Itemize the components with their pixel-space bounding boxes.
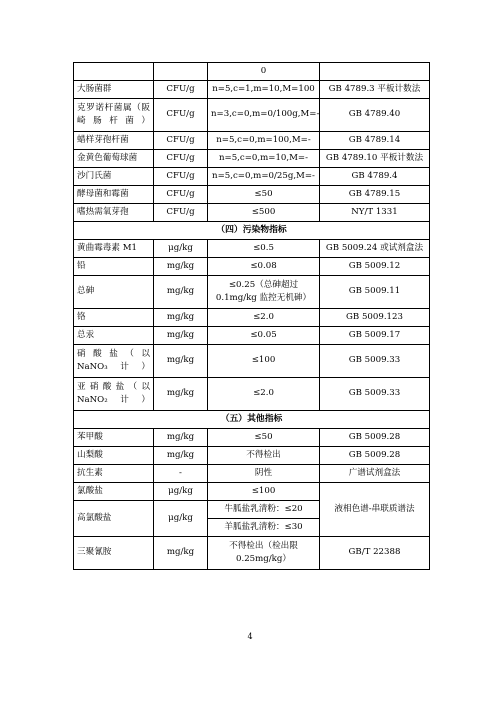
method-cell: GB 5009.11 (320, 276, 430, 309)
table-row (74, 309, 430, 327)
table-row (74, 345, 430, 378)
unit-cell: mg/kg (154, 327, 208, 345)
method-cell: GB 4789.15 (320, 186, 430, 204)
item-cell: 大肠菌群 (74, 81, 154, 99)
table-row (74, 483, 430, 501)
table-row (74, 258, 430, 276)
item-cell: 总汞 (74, 327, 154, 345)
item-cell: 亚硝酸盐（以 NaNO₂计） (74, 378, 154, 411)
unit-cell: CFU/g (154, 204, 208, 222)
specification-table-tail (74, 483, 430, 570)
method-cell: NY/T 1331 (320, 204, 430, 222)
unit-cell: mg/kg (154, 309, 208, 327)
section-title: （四）污染物指标 (74, 222, 430, 240)
method-cell: GB 4789.3 平板计数法 (320, 81, 430, 99)
table-row (74, 99, 430, 132)
specification-table (73, 62, 430, 570)
method-cell: GB 4789.10 平板计数法 (320, 150, 430, 168)
method-cell: GB 4789.14 (320, 132, 430, 150)
limit-cell: 0 (208, 63, 320, 81)
item-cell: 苯甲酸 (74, 429, 154, 447)
item-cell: 沙门氏菌 (74, 168, 154, 186)
limit-cell: ≤50 (208, 186, 320, 204)
item-cell: 蜡样芽孢杆菌 (74, 132, 154, 150)
table-row (74, 168, 430, 186)
item-cell: 三聚氰胺 (74, 537, 154, 570)
table-row (74, 465, 430, 483)
unit-cell: CFU/g (154, 99, 208, 132)
limit-cell: 牛胍盐乳清粉：≤20 (208, 501, 320, 519)
unit-cell: CFU/g (154, 186, 208, 204)
item-cell: 黄曲霉毒素 M1 (74, 240, 154, 258)
limit-cell: ≤100 (208, 483, 320, 501)
table-row (74, 240, 430, 258)
limit-cell: 不得检出 (208, 447, 320, 465)
method-cell: GB/T 22388 (320, 537, 430, 570)
section-header-row (74, 411, 430, 429)
table-row (74, 150, 430, 168)
specification-table-body (74, 63, 430, 483)
method-cell: GB 4789.40 (320, 99, 430, 132)
limit-cell: ≤2.0 (208, 378, 320, 411)
page-number: 4 (247, 632, 253, 641)
table-row (74, 327, 430, 345)
unit-cell: mg/kg (154, 447, 208, 465)
method-cell: GB 5009.33 (320, 345, 430, 378)
limit-cell: ≤0.05 (208, 327, 320, 345)
limit-cell: ≤0.08 (208, 258, 320, 276)
method-cell: 液相色谱-串联质谱法 (320, 483, 430, 537)
table-row (74, 378, 430, 411)
method-cell: GB 5009.12 (320, 258, 430, 276)
method-cell: GB 5009.17 (320, 327, 430, 345)
method-cell: GB 5009.123 (320, 309, 430, 327)
table-row (74, 132, 430, 150)
item-cell: 嗜热需氧芽孢 (74, 204, 154, 222)
item-cell: 铅 (74, 258, 154, 276)
method-cell: GB 5009.33 (320, 378, 430, 411)
table-row (74, 63, 430, 81)
item-cell (74, 63, 154, 81)
unit-cell: μg/kg (154, 240, 208, 258)
limit-cell: n=3,c=0,m=0/100g,M=- (208, 99, 320, 132)
item-cell: 金黄色葡萄球菌 (74, 150, 154, 168)
unit-cell (154, 63, 208, 81)
limit-cell: ≤500 (208, 204, 320, 222)
method-cell: 广谱试剂盒法 (320, 465, 430, 483)
unit-cell: μg/kg (154, 501, 208, 537)
limit-cell: 阴性 (208, 465, 320, 483)
limit-cell: 羊胍盐乳清粉：≤30 (208, 519, 320, 537)
item-cell: 铬 (74, 309, 154, 327)
table-row (74, 537, 430, 570)
item-cell: 山梨酸 (74, 447, 154, 465)
item-cell: 总砷 (74, 276, 154, 309)
unit-cell: mg/kg (154, 378, 208, 411)
unit-cell: mg/kg (154, 429, 208, 447)
table-row (74, 81, 430, 99)
limit-cell: 不得检出（检出限0.25mg/kg） (208, 537, 320, 570)
unit-cell: CFU/g (154, 81, 208, 99)
limit-cell: n=5,c=1,m=10,M=100 (208, 81, 320, 99)
method-cell: GB 5009.28 (320, 429, 430, 447)
method-cell: GB 4789.4 (320, 168, 430, 186)
limit-cell: ≤50 (208, 429, 320, 447)
item-cell: 高氯酸盐 (74, 501, 154, 537)
limit-cell: ≤0.5 (208, 240, 320, 258)
limit-cell: ≤100 (208, 345, 320, 378)
item-cell: 酵母菌和霉菌 (74, 186, 154, 204)
table-row (74, 447, 430, 465)
method-cell: GB 5009.28 (320, 447, 430, 465)
limit-cell: ≤0.25（总砷超过0.1mg/kg 监控无机砷） (208, 276, 320, 309)
unit-cell: mg/kg (154, 537, 208, 570)
table-row (74, 429, 430, 447)
limit-cell: n=5,c=0,m=0/25g,M=- (208, 168, 320, 186)
unit-cell: mg/kg (154, 345, 208, 378)
unit-cell: CFU/g (154, 168, 208, 186)
method-cell: GB 5009.24 或试剂盒法 (320, 240, 430, 258)
section-header-row (74, 222, 430, 240)
unit-cell: μg/kg (154, 483, 208, 501)
item-cell: 氯酸盐 (74, 483, 154, 501)
table-row (74, 186, 430, 204)
unit-cell: mg/kg (154, 258, 208, 276)
limit-cell: n=5,c=0,m=100,M=- (208, 132, 320, 150)
table-row (74, 204, 430, 222)
limit-cell: n=5,c=0,m=10,M=- (208, 150, 320, 168)
limit-cell: ≤2.0 (208, 309, 320, 327)
item-cell: 抗生素 (74, 465, 154, 483)
unit-cell: CFU/g (154, 150, 208, 168)
unit-cell: - (154, 465, 208, 483)
section-title: （五）其他指标 (74, 411, 430, 429)
item-cell: 克罗诺杆菌属（阪崎肠杆菌） (74, 99, 154, 132)
unit-cell: CFU/g (154, 132, 208, 150)
unit-cell: mg/kg (154, 276, 208, 309)
table-row (74, 276, 430, 309)
method-cell (320, 63, 430, 81)
item-cell: 硝酸盐（以 NaNO₃计） (74, 345, 154, 378)
